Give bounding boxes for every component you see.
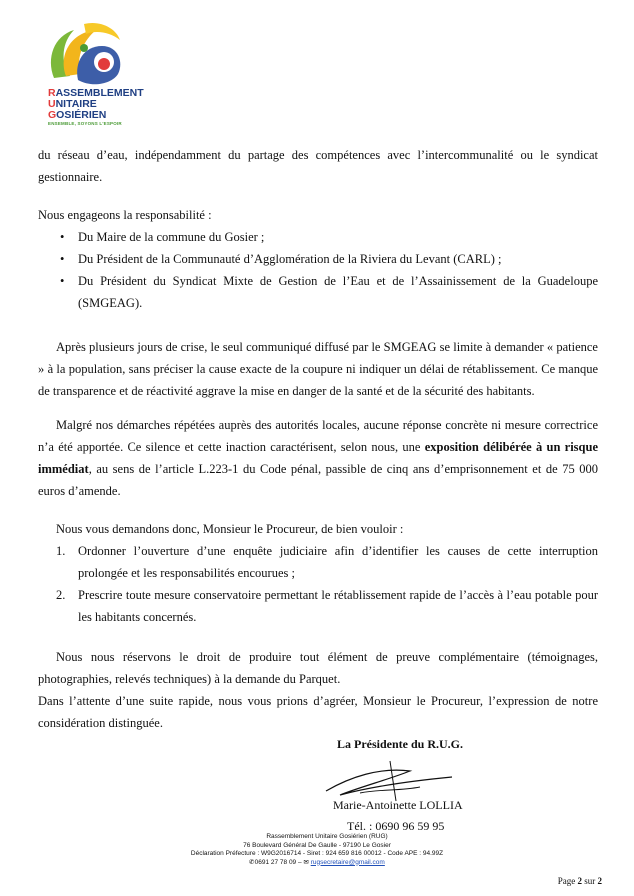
responsibility-list [38, 226, 598, 314]
paragraph-inaction [38, 414, 598, 502]
paragraph-crisis: Après plusieurs jours de crise, le seul communiqué diffusé par le SMGEAG se limite à demander « patience » à la population, sans préciser la cause exacte de la coupure ni indiquer un délai de rétablissement. Ce manque de transparence et de réactivité aggrave la mise en danger de la santé et de la sécurité des habitants. [38, 340, 598, 398]
responsibility-block [38, 204, 598, 314]
list-item: 2. Prescrire toute mesure conservatoire permettant le rétablissement rapide de l’accès à l’eau potable pour les habitants concernés. [56, 588, 598, 624]
signatory-name: Marie-Antoinette LOLLIA [333, 798, 463, 812]
request-list [38, 540, 598, 628]
text-span: , au sens de l’article L.223-1 du Code pénal, passible de cinq ans d’emprisonnement et de 75 000 euros d’amende. [38, 462, 598, 498]
signatory-title: La Présidente du R.U.G. [337, 737, 463, 751]
logo-wordmark: RASSEMBLEMENT UNITAIRE GOSIÉRIEN ENSEMBLE, SOYONS L'ESPOIR [48, 87, 144, 126]
footer-address: 76 Boulevard Général De Gaulle - 97190 Le Gosier [243, 841, 391, 849]
footer-phone: 0691 27 78 09 – [254, 858, 302, 866]
paragraph-responsibility: Nous engageons la responsabilité : [38, 208, 212, 222]
paragraph-evidence: Nous nous réservons le droit de produire tout élément de preuve complémentaire (témoignages, photographies, relevés techniques) à la demande du Parquet. [38, 650, 598, 686]
text-span: Malgré nos démarches répétées auprès des autorités locales, aucune réponse concrète ni mesure correctrice n’a été apportée. Ce silence et cette inaction caractérisent, selon nous, une [38, 418, 598, 454]
signatory-phone: Tél. : 0690 96 59 95 [347, 819, 445, 833]
footer [0, 833, 634, 867]
mail-icon: ✉ [303, 858, 309, 866]
footer-email-link[interactable]: rugsecretaire@gmail.com [310, 858, 385, 866]
footer-registration: Déclaration Préfecture : W9G2016714 - Siret : 924 659 816 00012 - Code APE : 94.99Z [190, 850, 444, 857]
letter-body [38, 144, 598, 188]
bold-phrase: exposition délibérée à un risque immédiat [38, 440, 598, 476]
footer-org: Rassemblement Unitaire Gosiérien (RUG) [266, 833, 388, 840]
footer-contact [0, 859, 634, 868]
list-item: • Du Président du Syndicat Mixte de Gestion de l’Eau et de l’Assainissement de la Guadeloupe (SMGEAG). [38, 270, 598, 314]
list-item: 1. Ordonner l’ouverture d’une enquête judiciaire afin d’identifier les causes de cette interruption prolongée et les responsabilités encourues ; [56, 544, 598, 580]
list-item: • Du Maire de la commune du Gosier ; [38, 226, 598, 248]
list-item: • Du Président de la Communauté d’Agglomération de la Riviera du Levant (CARL) ; [38, 248, 598, 270]
paragraph-network: du réseau d’eau, indépendamment du partage des compétences avec l’intercommunalité ou le syndicat gestionnaire. [38, 148, 598, 184]
phone-icon: ✆ [249, 858, 255, 866]
request-block [38, 518, 598, 628]
paragraph-closing: Dans l’attente d’une suite rapide, nous vous prions d’agréer, Monsieur le Procureur, l’expression de notre considération distinguée. [38, 694, 598, 730]
paragraph-request: Nous vous demandons donc, Monsieur le Procureur, de bien vouloir : [56, 522, 404, 536]
page-number: Page 2 sur 2 [557, 876, 602, 886]
